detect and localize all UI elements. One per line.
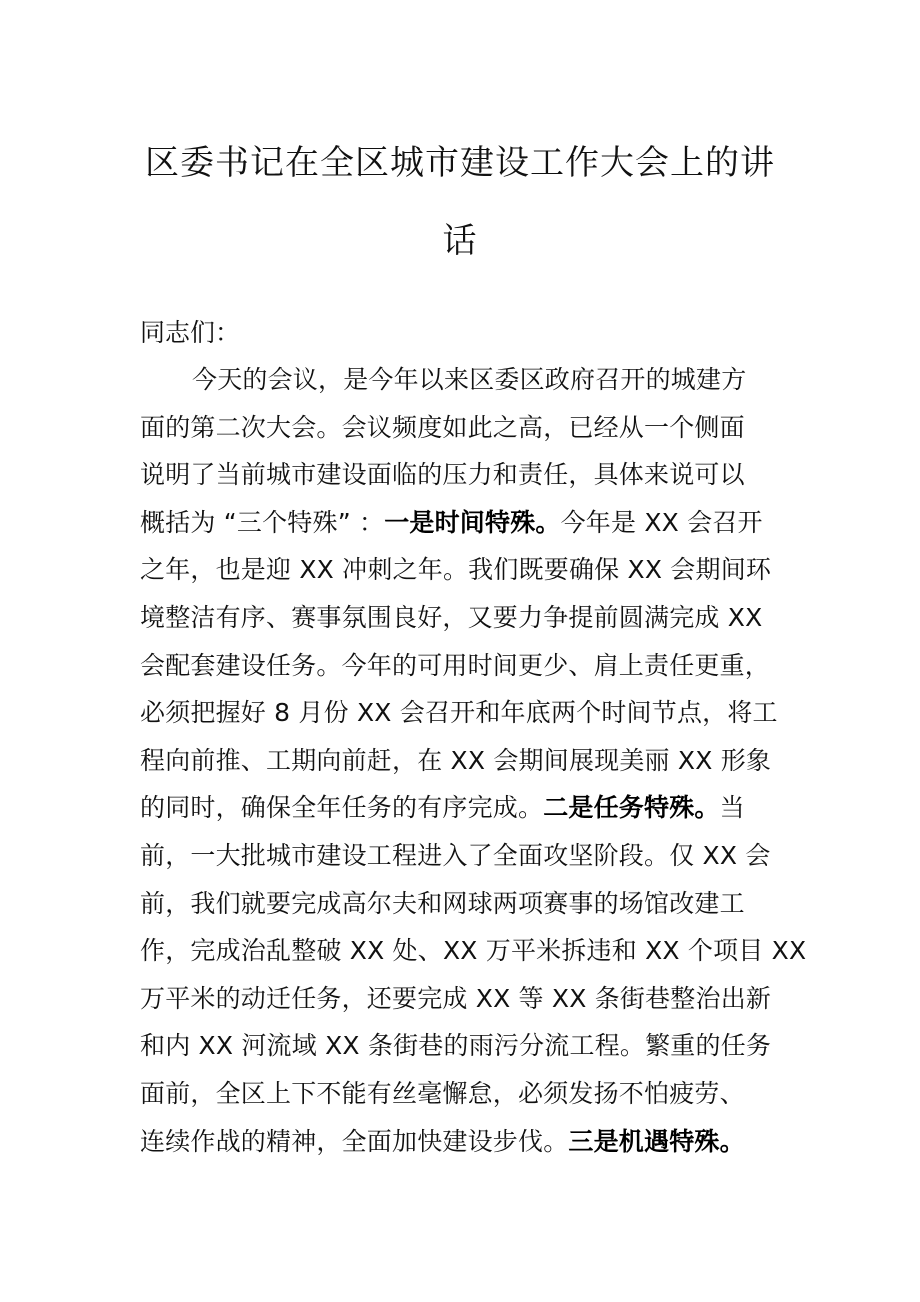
text-line: 面前，全区上下不能有丝毫懈怠，必须发扬不怕疲劳、 <box>140 1078 745 1108</box>
point-three-heading: 三是机遇特殊。 <box>568 1126 745 1156</box>
text-line: 作，完成治乱整破 XX 处、XX 万平米拆违和 XX 个项目 XX <box>140 936 807 966</box>
title-line-1: 区委书记在全区城市建设工作大会上的讲 <box>145 143 775 183</box>
title-line-2: 话 <box>442 221 478 261</box>
text-line: 境整洁有序、赛事氛围良好，又要力争提前圆满完成 XX <box>140 602 763 632</box>
text-segment: 概括为 “三个特殊” ： <box>140 507 385 537</box>
text-line: 说明了当前城市建设面临的压力和责任，具体来说可以 <box>140 460 745 490</box>
text-line: 今天的会议，是今年以来区委区政府召开的城建方 <box>192 365 747 394</box>
text-line: 之年，也是迎 XX 冲刺之年。我们既要确保 XX 会期间环 <box>140 555 772 585</box>
document-title <box>140 124 780 280</box>
text-line: 万平米的动迁任务，还要完成 XX 等 XX 条街巷整治出新 <box>140 983 772 1013</box>
text-line: 和内 XX 河流域 XX 条街巷的雨污分流工程。繁重的任务 <box>140 1031 772 1061</box>
text-line: 前，一大批城市建设工程进入了全面攻坚阶段。仅 XX 会 <box>140 840 771 870</box>
text-line: 程向前推、工期向前赶，在 XX 会期间展现美丽 XX 形象 <box>140 745 772 775</box>
text-segment: 连续作战的精神，全面加快建设步伐。 <box>140 1126 569 1156</box>
text-line: 面的第二次大会。会议频度如此之高，已经从一个侧面 <box>140 412 745 442</box>
text-line <box>140 499 785 547</box>
text-line: 前，我们就要完成高尔夫和网球两项赛事的场馆改建工 <box>140 888 745 918</box>
salutation: 同志们： <box>140 318 241 347</box>
text-line <box>140 1118 785 1166</box>
text-line: 会配套建设任务。今年的可用时间更少、肩上责任更重， <box>140 650 771 680</box>
text-segment: 今年是 XX 会召开 <box>560 507 763 537</box>
point-one-heading: 一是时间特殊。 <box>384 507 561 537</box>
text-segment: 当 <box>719 793 745 823</box>
point-two-heading: 二是任务特殊。 <box>543 793 720 823</box>
text-line <box>140 784 785 832</box>
text-line: 必须把握好 8 月份 XX 会召开和年底两个时间节点，将工 <box>140 698 778 728</box>
text-segment: 的同时，确保全年任务的有序完成。 <box>140 793 544 823</box>
speech-paragraph <box>140 356 807 1165</box>
